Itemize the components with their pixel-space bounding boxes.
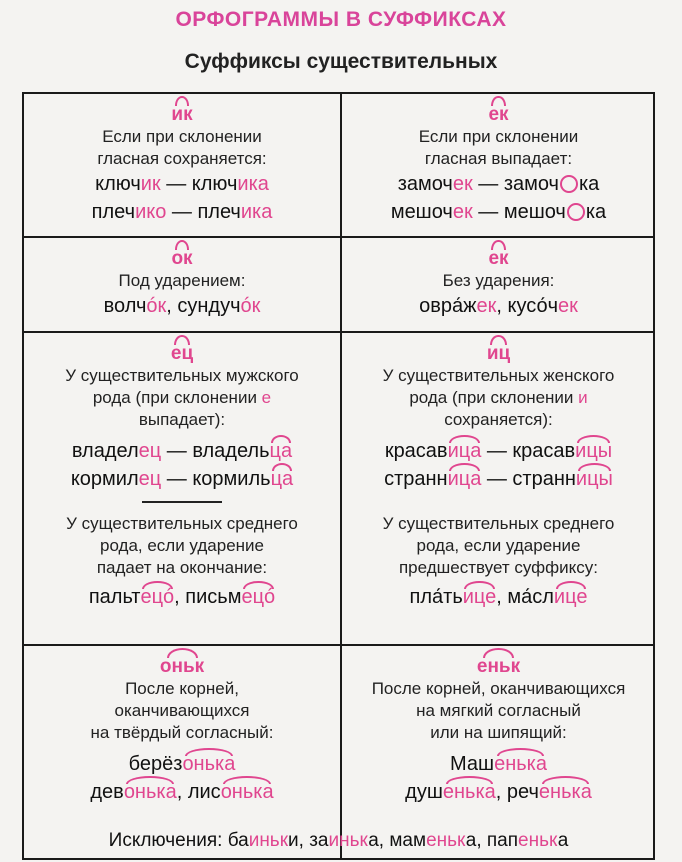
- rule-text: Без ударения:: [442, 271, 555, 290]
- cell-ec: [24, 333, 340, 644]
- dropped-vowel-circle: [560, 175, 578, 193]
- rule-text: Если при склонении: [418, 127, 579, 146]
- rule-text: рода, если ударение: [99, 536, 264, 555]
- rule-text: рода (при склонении е: [92, 388, 272, 407]
- example: странница — странницы: [342, 465, 655, 493]
- example: пальтецó, письмецó: [24, 583, 340, 611]
- rule-text: на твёрдый согласный:: [90, 723, 274, 742]
- rule-text: сохраняется):: [444, 410, 553, 429]
- cell-ek-2: [342, 238, 655, 331]
- example: овра́жек, кусо́чек: [419, 295, 578, 317]
- example: кормилец — кормильца: [24, 465, 340, 493]
- example: девонька, лисонька: [24, 778, 340, 806]
- example: ключик — ключика: [95, 173, 269, 195]
- rule-text: У существительных среднего: [382, 514, 615, 533]
- example: душенька, реченька: [342, 778, 655, 806]
- rule-text: рода (при склонении и: [409, 388, 588, 407]
- example: Машенька: [342, 750, 655, 778]
- cell-enk: [342, 646, 655, 822]
- rule-text: У существительных среднего: [66, 514, 298, 533]
- rule-text: гласная сохраняется:: [97, 149, 267, 168]
- rule-text: гласная выпадает:: [424, 149, 573, 168]
- suffix-ec: ец: [171, 333, 193, 365]
- cell-onk: [24, 646, 340, 822]
- example: мешочек — мешоч ка: [390, 201, 607, 223]
- divider: [142, 501, 222, 503]
- example: замочек — замоч ка: [397, 173, 600, 195]
- suffix-ek: ек: [488, 94, 508, 126]
- rule-text: или на шипящий:: [430, 723, 567, 742]
- dropped-vowel-circle: [567, 203, 585, 221]
- suffix-ic: иц: [487, 333, 510, 365]
- example: плечико — плечика: [91, 201, 273, 223]
- rule-text: Если при склонении: [102, 127, 262, 146]
- cell-ik: [24, 94, 340, 236]
- example: волчóк, сундучóк: [103, 295, 261, 317]
- rule-text: После корней, оканчивающихся: [371, 679, 626, 698]
- example: владелец — владельца: [24, 437, 340, 465]
- rule-text: предшествует суффиксу:: [398, 558, 599, 577]
- rule-text: После корней,: [125, 679, 239, 698]
- suffix-ik: ик: [171, 94, 192, 126]
- suffix-onk: оньк: [160, 646, 204, 678]
- suffix-table: [22, 92, 655, 860]
- cell-ic: [342, 333, 655, 644]
- page-title: ОРФОГРАММЫ В СУФФИКСАХ: [175, 8, 507, 31]
- suffix-ok: ок: [171, 238, 192, 270]
- rule-text: выпадает):: [138, 410, 226, 429]
- rule-text: оканчивающихся: [114, 701, 250, 720]
- rule-text: Под ударением:: [118, 271, 246, 290]
- exceptions-line: Исключения: баиньки, заинька, маменька, папенька: [108, 830, 569, 851]
- example: красавица — красавицы: [342, 437, 655, 465]
- rule-text: рода, если ударение: [416, 536, 581, 555]
- cell-ek-1: [342, 94, 655, 236]
- rule-text: У существительных женского: [382, 366, 615, 385]
- suffix-enk: еньк: [477, 646, 520, 678]
- example: берёзонька: [24, 750, 340, 778]
- section-title: Суффиксы существительных: [184, 50, 498, 73]
- suffix-ek: ек: [488, 238, 508, 270]
- rule-text: У существительных мужского: [65, 366, 299, 385]
- rule-text: на мягкий согласный: [416, 701, 581, 720]
- example: пла́тьице, ма́слице: [342, 583, 655, 611]
- cell-ok: [24, 238, 340, 331]
- rule-text: падает на окончание:: [96, 558, 268, 577]
